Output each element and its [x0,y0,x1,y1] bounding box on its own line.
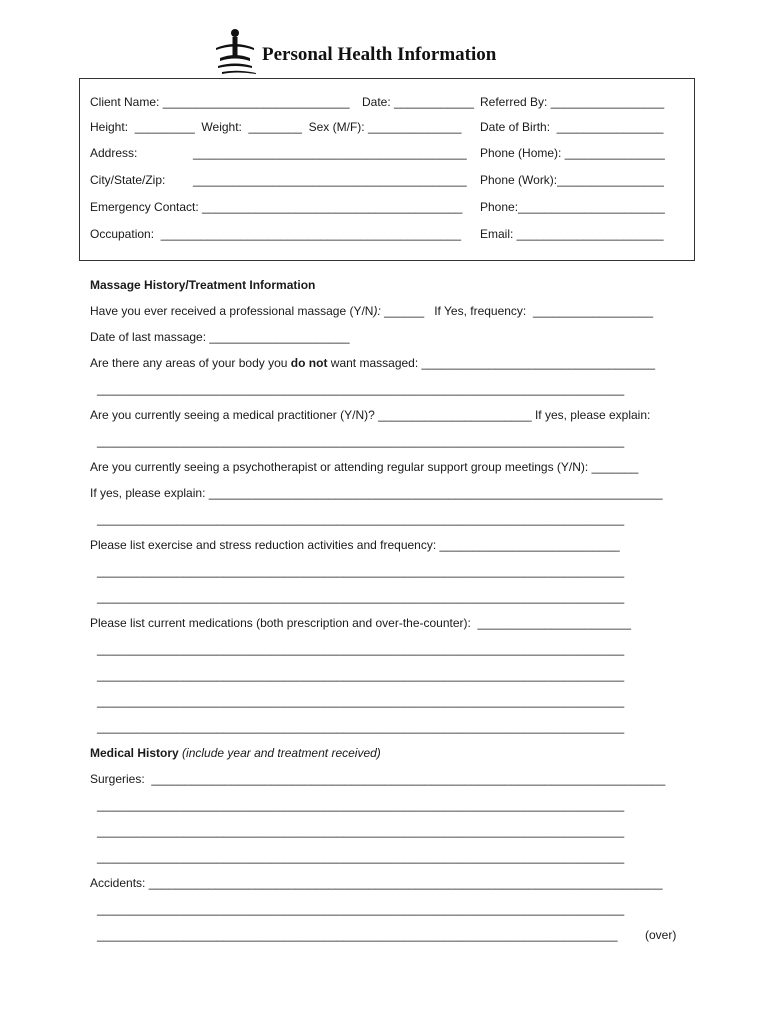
blank-answer-line[interactable]: _______________________________________________________________________________ [97,850,625,864]
blank-answer-line[interactable]: _______________________________________________________________________________ [97,668,625,682]
surgeries-field[interactable]: Surgeries: _____________________________________________________________________________ [90,772,666,786]
blank-answer-line[interactable]: _______________________________________________________________________________ [97,382,625,396]
blank-answer-line[interactable]: _______________________________________________________________________________ [97,720,625,734]
exercise-question[interactable]: Please list exercise and stress reduction activities and frequency: ___________________________ [90,538,620,552]
blank-answer-line[interactable]: _______________________________________________________________________________ [97,694,625,708]
blank-answer-line[interactable]: _______________________________________________________________________________ [97,434,625,448]
medical-practitioner-question[interactable]: Are you currently seeing a medical practitioner (Y/N)? _______________________ If yes, please explain: [90,408,651,422]
date-field[interactable]: Date: ____________ [362,95,475,109]
phone-home-field[interactable]: Phone (Home): _______________ [480,146,665,160]
blank-answer-line[interactable]: _______________________________________________________________________________ [97,590,625,604]
meditating-figure-logo [212,28,258,76]
emergency-contact-field[interactable]: Emergency Contact: _______________________________________ [90,200,463,214]
address-label: Address: [90,146,138,160]
email-field[interactable]: Email: ______________________ [480,227,664,241]
date-of-birth-field[interactable]: Date of Birth: ________________ [480,120,664,134]
blank-answer-line[interactable]: ______________________________________________________________________________ [97,928,618,942]
blank-answer-line[interactable]: _______________________________________________________________________________ [97,642,625,656]
medical-history-heading: Medical History (include year and treatment received) [90,746,381,760]
massage-history-heading: Massage History/Treatment Information [90,278,316,292]
referred-by-field[interactable]: Referred By: _________________ [480,95,665,109]
client-name-field[interactable]: Client Name: ____________________________ [90,95,350,109]
psychotherapist-explain-field[interactable]: If yes, please explain: ____________________________________________________________________ [90,486,663,500]
areas-not-massaged-question[interactable]: Are there any areas of your body you do not want massaged: ___________________________________ [90,356,656,370]
phone-work-field[interactable]: Phone (Work):________________ [480,173,664,187]
accidents-field[interactable]: Accidents: _____________________________________________________________________________ [90,876,663,890]
psychotherapist-question[interactable]: Are you currently seeing a psychotherapist or attending regular support group meetings (Y/N): _______ [90,460,639,474]
blank-answer-line[interactable]: _______________________________________________________________________________ [97,902,625,916]
address-field[interactable]: _________________________________________ [193,146,467,160]
height-weight-sex-field[interactable]: Height: _________ Weight: ________ Sex (M/F): ______________ [90,120,462,134]
occupation-field[interactable]: Occupation: _____________________________________________ [90,227,462,241]
phone-field[interactable]: Phone:______________________ [480,200,665,214]
city-state-zip-field[interactable]: _________________________________________ [193,173,467,187]
page-header [210,26,570,78]
blank-answer-line[interactable]: _______________________________________________________________________________ [97,564,625,578]
blank-answer-line[interactable]: _______________________________________________________________________________ [97,824,625,838]
last-massage-date-field[interactable]: Date of last massage: _____________________ [90,330,350,344]
medications-question[interactable]: Please list current medications (both prescription and over-the-counter): _______________________ [90,616,632,630]
over-note: (over) [645,928,677,942]
page-title: Personal Health Information [262,44,497,65]
blank-answer-line[interactable]: _______________________________________________________________________________ [97,798,625,812]
city-state-zip-label: City/State/Zip: [90,173,166,187]
professional-massage-question[interactable]: Have you ever received a professional massage (Y/N): ______ If Yes, frequency: __________________ [90,304,654,318]
blank-answer-line[interactable]: _______________________________________________________________________________ [97,512,625,526]
